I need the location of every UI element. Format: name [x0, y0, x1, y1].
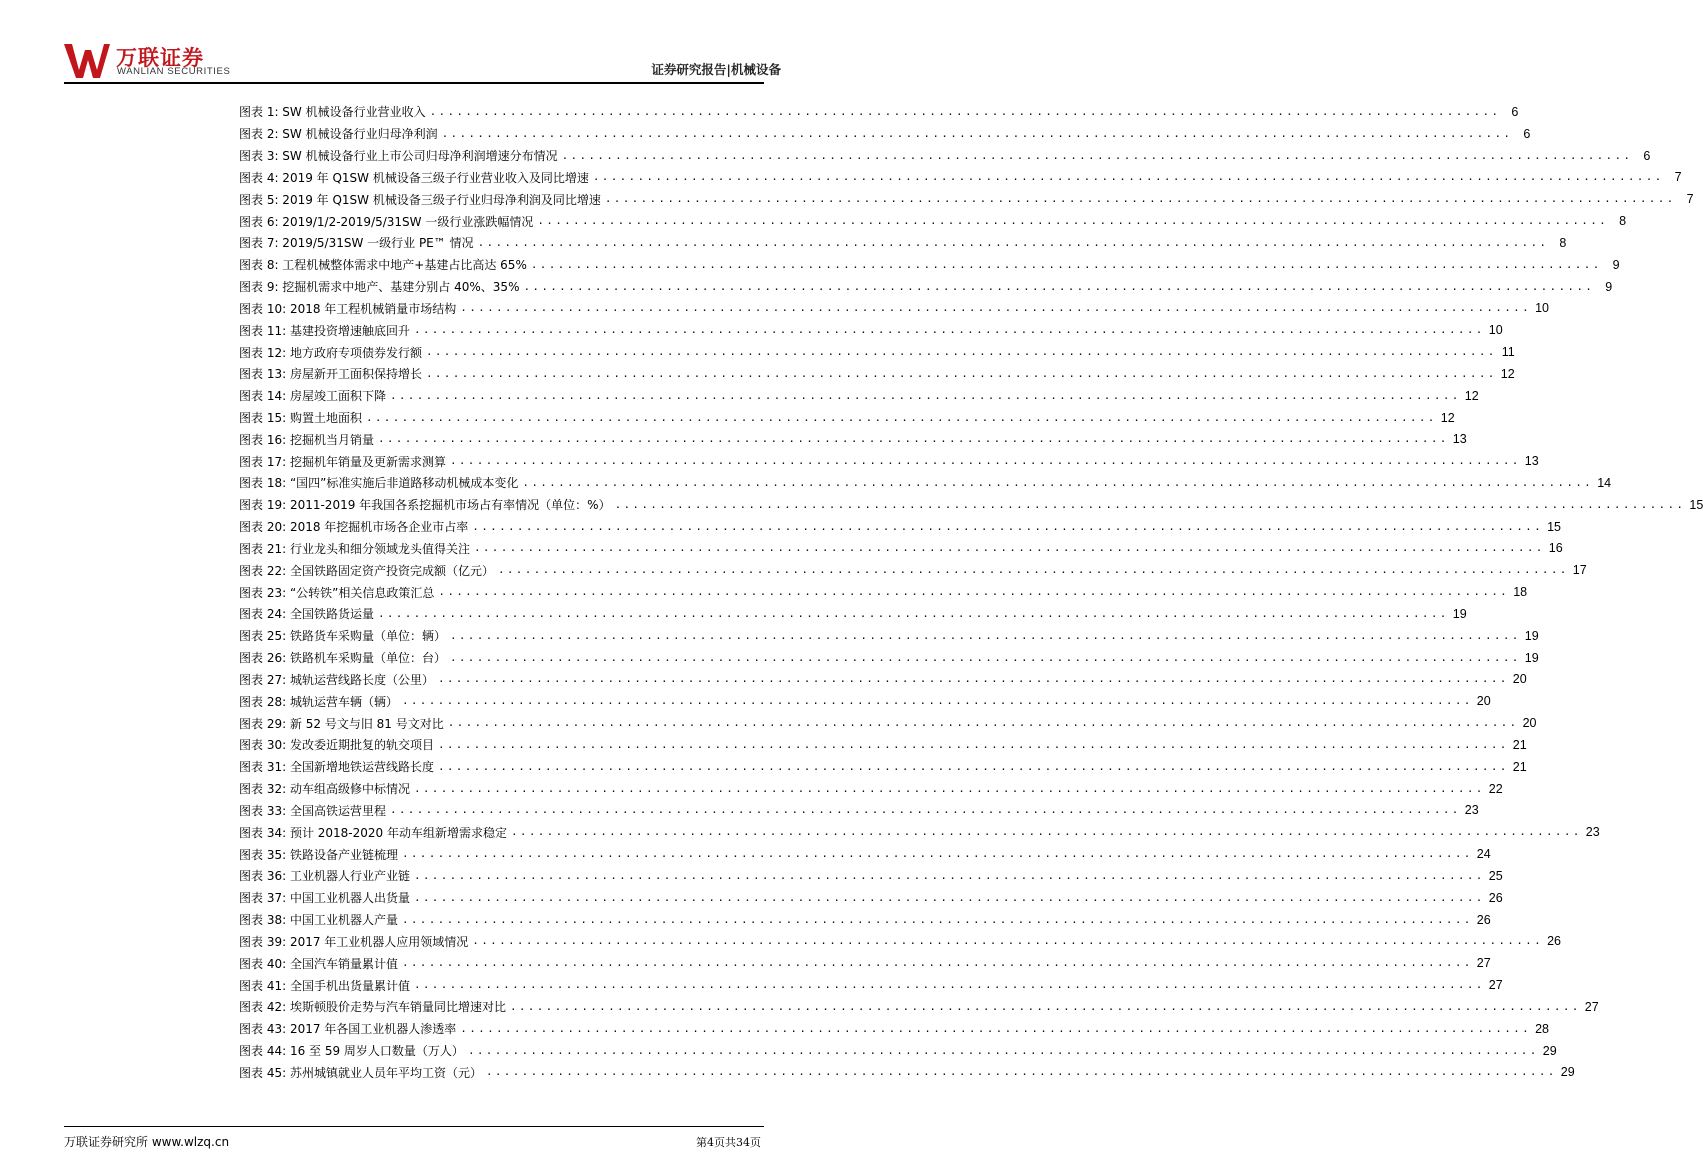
toc-entry-title: 图表 26: 铁路机车采购量（单位：台） [239, 651, 446, 666]
footer-institute: 万联证券研究所 www.wlzq.cn [64, 1135, 230, 1149]
toc-leader-dots: ........................................................................................................................ [413, 890, 1485, 904]
toc-entry-page: 10 [1488, 323, 1503, 338]
toc-entry[interactable] [239, 800, 1479, 822]
toc-entry-title: 图表 7: 2019/5/31SW 一级行业 PE™ 情况 [239, 236, 474, 251]
toc-entry-page: 28 [1535, 1021, 1550, 1036]
toc-entry[interactable] [239, 516, 1562, 538]
toc-leader-dots: ........................................................................................................................ [389, 388, 1461, 402]
toc-entry-page: 29 [1560, 1065, 1575, 1080]
toc-entry-title: 图表 35: 铁路设备产业链梳理 [239, 847, 398, 862]
toc-entry[interactable] [239, 166, 1682, 188]
toc-entry[interactable] [239, 778, 1503, 800]
report-category: 证券研究报告|机械设备 [651, 62, 781, 77]
toc-entry-page: 21 [1512, 737, 1527, 752]
toc-entry-page: 24 [1476, 847, 1491, 862]
toc-entry-page: 6 [1523, 126, 1531, 141]
toc-entry-page: 10 [1535, 301, 1550, 316]
toc-entry[interactable] [239, 865, 1503, 887]
toc-entry-page: 27 [1584, 999, 1599, 1014]
toc-leader-dots: ........................................................................................................................ [437, 737, 1509, 751]
toc-entry-title: 图表 5: 2019 年 Q1SW 机械设备三级子行业归母净利润及同比增速 [239, 192, 601, 207]
toc-entry-page: 26 [1547, 934, 1562, 949]
toc-entry[interactable] [239, 363, 1515, 385]
toc-entry-title: 图表 17: 挖掘机年销量及更新需求测算 [239, 454, 446, 469]
toc-entry[interactable] [239, 319, 1503, 341]
toc-entry-title: 图表 13: 房屋新开工面积保持增长 [239, 367, 422, 382]
toc-entry[interactable] [239, 974, 1503, 996]
toc-leader-dots: ........................................................................................................................ [449, 454, 1521, 468]
logo-english-name: WANLIAN SECURITIES [117, 66, 231, 77]
toc-entry-page: 7 [1674, 170, 1682, 185]
toc-entry-title: 图表 12: 地方政府专项债券发行额 [239, 345, 422, 360]
toc-entry[interactable] [239, 297, 1550, 319]
toc-entry-title: 图表 16: 挖掘机当月销量 [239, 432, 374, 447]
toc-entry-title: 图表 36: 工业机器人行业产业链 [239, 869, 410, 884]
toc-entry-page: 21 [1512, 759, 1527, 774]
toc-entry[interactable] [239, 276, 1613, 298]
toc-leader-dots: ........................................................................................................................ [472, 934, 1544, 948]
toc-entry-page: 12 [1500, 366, 1515, 381]
toc-entry-page: 12 [1464, 388, 1479, 403]
toc-entry[interactable] [239, 341, 1515, 363]
toc-entry[interactable] [239, 1040, 1557, 1062]
toc-entry-page: 17 [1572, 563, 1587, 578]
toc-entry[interactable] [239, 145, 1651, 167]
toc-entry[interactable] [239, 996, 1599, 1018]
toc-entry-page: 6 [1643, 148, 1651, 163]
header-divider [64, 82, 764, 84]
toc-entry-title: 图表 32: 动车组高级修中标情况 [239, 782, 410, 797]
toc-leader-dots: ........................................................................................................................ [389, 803, 1461, 817]
toc-entry-title: 图表 14: 房屋竣工面积下降 [239, 389, 386, 404]
toc-entry[interactable] [239, 581, 1528, 603]
toc-entry-title: 图表 2: SW 机械设备行业归母净利润 [239, 127, 438, 142]
toc-entry-title: 图表 34: 预计 2018-2020 年动车组新增需求稳定 [239, 825, 507, 840]
toc-leader-dots: ........................................................................................................................ [413, 868, 1485, 882]
footer-divider [64, 1126, 764, 1127]
toc-entry[interactable] [239, 952, 1491, 974]
toc-entry-title: 图表 6: 2019/1/2-2019/5/31SW 一级行业涨跌幅情况 [239, 214, 534, 229]
toc-entry-title: 图表 21: 行业龙头和细分领域龙头值得关注 [239, 541, 470, 556]
toc-entry-title: 图表 23: “公转铁”相关信息政策汇总 [239, 585, 435, 600]
toc-leader-dots: ........................................................................................................................ [522, 475, 1594, 489]
toc-leader-dots: ........................................................................................................................ [441, 126, 1513, 140]
toc-entry-title: 图表 28: 城轨运营车辆（辆） [239, 694, 398, 709]
logo-chinese-name: 万联证券 [116, 46, 204, 70]
toc-leader-dots: ........................................................................................................................ [401, 694, 1473, 708]
toc-entry-title: 图表 11: 基建投资增速触底回升 [239, 323, 410, 338]
toc-entry-page: 16 [1548, 541, 1563, 556]
toc-entry-title: 图表 27: 城轨运营线路长度（公里） [239, 672, 434, 687]
toc-entry-title: 图表 19: 2011-2019 年我国各系挖掘机市场占有率情况（单位：%） [239, 498, 611, 513]
toc-entry-page: 13 [1452, 432, 1467, 447]
toc-leader-dots: ........................................................................................................................ [467, 1043, 1539, 1057]
toc-entry-title: 图表 43: 2017 年各国工业机器人渗透率 [239, 1022, 457, 1037]
toc-entry-page: 19 [1524, 650, 1539, 665]
toc-leader-dots: ........................................................................................................................ [449, 628, 1521, 642]
toc-entry[interactable] [239, 188, 1694, 210]
toc-leader-dots: ........................................................................................................................ [460, 301, 1532, 315]
toc-entry-title: 图表 29: 新 52 号文与旧 81 号文对比 [239, 716, 444, 731]
toc-leader-dots: ........................................................................................................................ [401, 912, 1473, 926]
toc-entry-title: 图表 8: 工程机械整体需求中地产+基建占比高达 65% [239, 258, 527, 273]
toc-leader-dots: ........................................................................................................................ [437, 759, 1509, 773]
toc-entry[interactable] [239, 101, 1519, 123]
toc-entry[interactable] [239, 756, 1527, 778]
toc-leader-dots: ........................................................................................................................ [425, 345, 1497, 359]
toc-entry-page: 19 [1524, 628, 1539, 643]
toc-entry[interactable] [239, 538, 1563, 560]
toc-entry-page: 27 [1476, 956, 1491, 971]
toc-entry-page: 6 [1511, 104, 1519, 119]
toc-entry[interactable] [239, 450, 1539, 472]
toc-entry[interactable] [239, 625, 1539, 647]
toc-entry-title: 图表 42: 埃斯顿股价走势与汽车销量同比增速对比 [239, 1000, 506, 1015]
toc-entry-title: 图表 39: 2017 年工业机器人应用领域情况 [239, 934, 469, 949]
toc-entry[interactable] [239, 210, 1627, 232]
toc-entry-page: 8 [1619, 214, 1627, 229]
toc-entry-page: 22 [1488, 781, 1503, 796]
toc-leader-dots: ........................................................................................................................ [614, 497, 1686, 511]
toc-entry-title: 图表 22: 全国铁路固定资产投资完成额（亿元） [239, 563, 494, 578]
toc-entry-title: 图表 40: 全国汽车销量累计值 [239, 956, 398, 971]
toc-entry-page: 27 [1488, 978, 1503, 993]
toc-entry-page: 19 [1452, 606, 1467, 621]
toc-entry-page: 13 [1524, 454, 1539, 469]
toc-leader-dots: ........................................................................................................................ [429, 104, 1501, 118]
toc-entry-page: 23 [1464, 803, 1479, 818]
toc-entry[interactable] [239, 712, 1537, 734]
figure-table-of-contents [239, 101, 1703, 1083]
toc-leader-dots: ........................................................................................................................ [510, 825, 1582, 839]
toc-leader-dots: ........................................................................................................................ [401, 847, 1473, 861]
toc-entry[interactable] [239, 909, 1491, 931]
toc-leader-dots: ........................................................................................................................ [377, 606, 1449, 620]
toc-leader-dots: ........................................................................................................................ [438, 585, 1510, 599]
toc-leader-dots: ........................................................................................................................ [477, 235, 1549, 249]
toc-leader-dots: ........................................................................................................................ [485, 1065, 1557, 1079]
toc-leader-dots: ........................................................................................................................ [523, 279, 1595, 293]
toc-entry-page: 7 [1686, 192, 1694, 207]
toc-entry-title: 图表 1: SW 机械设备行业营业收入 [239, 105, 426, 120]
toc-entry[interactable] [239, 1061, 1575, 1083]
toc-entry-title: 图表 3: SW 机械设备行业上市公司归母净利润增速分布情况 [239, 149, 558, 164]
toc-entry-title: 图表 18: “国四”标准实施后非道路移动机械成本变化 [239, 476, 519, 491]
toc-entry-page: 9 [1605, 279, 1613, 294]
toc-entry-title: 图表 24: 全国铁路货运量 [239, 607, 374, 622]
toc-entry-title: 图表 33: 全国高铁运营里程 [239, 803, 386, 818]
toc-entry-page: 29 [1542, 1043, 1557, 1058]
toc-entry[interactable] [239, 887, 1503, 909]
toc-entry[interactable] [239, 734, 1527, 756]
toc-entry[interactable] [239, 559, 1587, 581]
toc-entry[interactable] [239, 254, 1620, 276]
toc-entry[interactable] [239, 821, 1600, 843]
toc-entry-page: 11 [1501, 345, 1515, 360]
toc-leader-dots: ........................................................................................................................ [460, 1021, 1532, 1035]
toc-entry-page: 20 [1476, 694, 1491, 709]
toc-leader-dots: ........................................................................................................................ [497, 563, 1569, 577]
toc-leader-dots: ........................................................................................................................ [561, 148, 1633, 162]
toc-entry-page: 18 [1513, 585, 1528, 600]
toc-entry-title: 图表 30: 发改委近期批复的轨交项目 [239, 738, 434, 753]
toc-leader-dots: ........................................................................................................................ [401, 956, 1473, 970]
toc-entry[interactable] [239, 472, 1612, 494]
toc-entry-title: 图表 31: 全国新增地铁运营线路长度 [239, 760, 434, 775]
toc-leader-dots: ........................................................................................................................ [437, 672, 1509, 686]
toc-entry-title: 图表 44: 16 至 59 周岁人口数量（万人） [239, 1044, 464, 1059]
toc-entry[interactable] [239, 603, 1467, 625]
toc-entry[interactable] [239, 385, 1479, 407]
toc-entry-title: 图表 45: 苏州城镇就业人员年平均工资（元） [239, 1065, 482, 1080]
toc-entry-title: 图表 38: 中国工业机器人产量 [239, 913, 398, 928]
toc-entry-title: 图表 25: 铁路货车采购量（单位：辆） [239, 629, 446, 644]
toc-leader-dots: ........................................................................................................................ [447, 716, 1519, 730]
toc-leader-dots: ........................................................................................................................ [413, 323, 1485, 337]
toc-entry-page: 15 [1547, 519, 1562, 534]
toc-entry[interactable] [239, 1018, 1550, 1040]
toc-leader-dots: ........................................................................................................................ [413, 978, 1485, 992]
toc-leader-dots: ........................................................................................................................ [472, 519, 1544, 533]
toc-entry-title: 图表 4: 2019 年 Q1SW 机械设备三级子行业营业收入及同比增速 [239, 170, 589, 185]
toc-leader-dots: ........................................................................................................................ [604, 192, 1676, 206]
toc-leader-dots: ........................................................................................................................ [537, 214, 1609, 228]
toc-entry[interactable] [239, 843, 1491, 865]
toc-entry[interactable] [239, 407, 1455, 429]
toc-entry[interactable] [239, 690, 1491, 712]
toc-leader-dots: ........................................................................................................................ [473, 541, 1545, 555]
toc-entry-title: 图表 15: 购置土地面积 [239, 411, 362, 425]
toc-entry-page: 23 [1585, 825, 1600, 840]
toc-entry-page: 26 [1488, 890, 1503, 905]
toc-entry-title: 图表 41: 全国手机出货量累计值 [239, 978, 410, 993]
toc-leader-dots: ........................................................................................................................ [592, 170, 1664, 184]
toc-entry-page: 20 [1512, 672, 1527, 687]
toc-leader-dots: ........................................................................................................................ [425, 366, 1497, 380]
toc-leader-dots: ........................................................................................................................ [530, 257, 1602, 271]
toc-leader-dots: ........................................................................................................................ [509, 999, 1581, 1013]
toc-entry-page: 15 [1689, 497, 1703, 512]
toc-entry[interactable] [239, 123, 1531, 145]
toc-entry-title: 图表 10: 2018 年工程机械销量市场结构 [239, 301, 457, 316]
toc-entry[interactable] [239, 494, 1703, 516]
toc-entry-page: 12 [1440, 410, 1455, 425]
toc-entry-page: 20 [1522, 716, 1537, 731]
toc-entry[interactable] [239, 428, 1467, 450]
toc-entry-page: 25 [1488, 868, 1503, 883]
toc-entry-page: 26 [1476, 912, 1491, 927]
toc-entry-title: 图表 37: 中国工业机器人出货量 [239, 891, 410, 906]
toc-entry-page: 9 [1612, 257, 1620, 272]
toc-entry-page: 14 [1597, 475, 1612, 490]
toc-leader-dots: ........................................................................................................................ [365, 410, 1437, 424]
toc-leader-dots: ........................................................................................................................ [449, 650, 1521, 664]
toc-entry-title: 图表 9: 挖掘机需求中地产、基建分别占 40%、35% [239, 280, 520, 295]
page-number: 第4页共34页 [696, 1136, 761, 1149]
toc-entry-page: 8 [1559, 235, 1567, 250]
toc-entry-title: 图表 20: 2018 年挖掘机市场各企业市占率 [239, 520, 469, 535]
wanlian-logo-icon [64, 44, 110, 78]
toc-entry[interactable] [239, 669, 1527, 691]
toc-entry[interactable] [239, 647, 1539, 669]
toc-leader-dots: ........................................................................................................................ [413, 781, 1485, 795]
toc-entry[interactable] [239, 930, 1562, 952]
toc-leader-dots: ........................................................................................................................ [377, 432, 1449, 446]
toc-entry[interactable] [239, 232, 1567, 254]
